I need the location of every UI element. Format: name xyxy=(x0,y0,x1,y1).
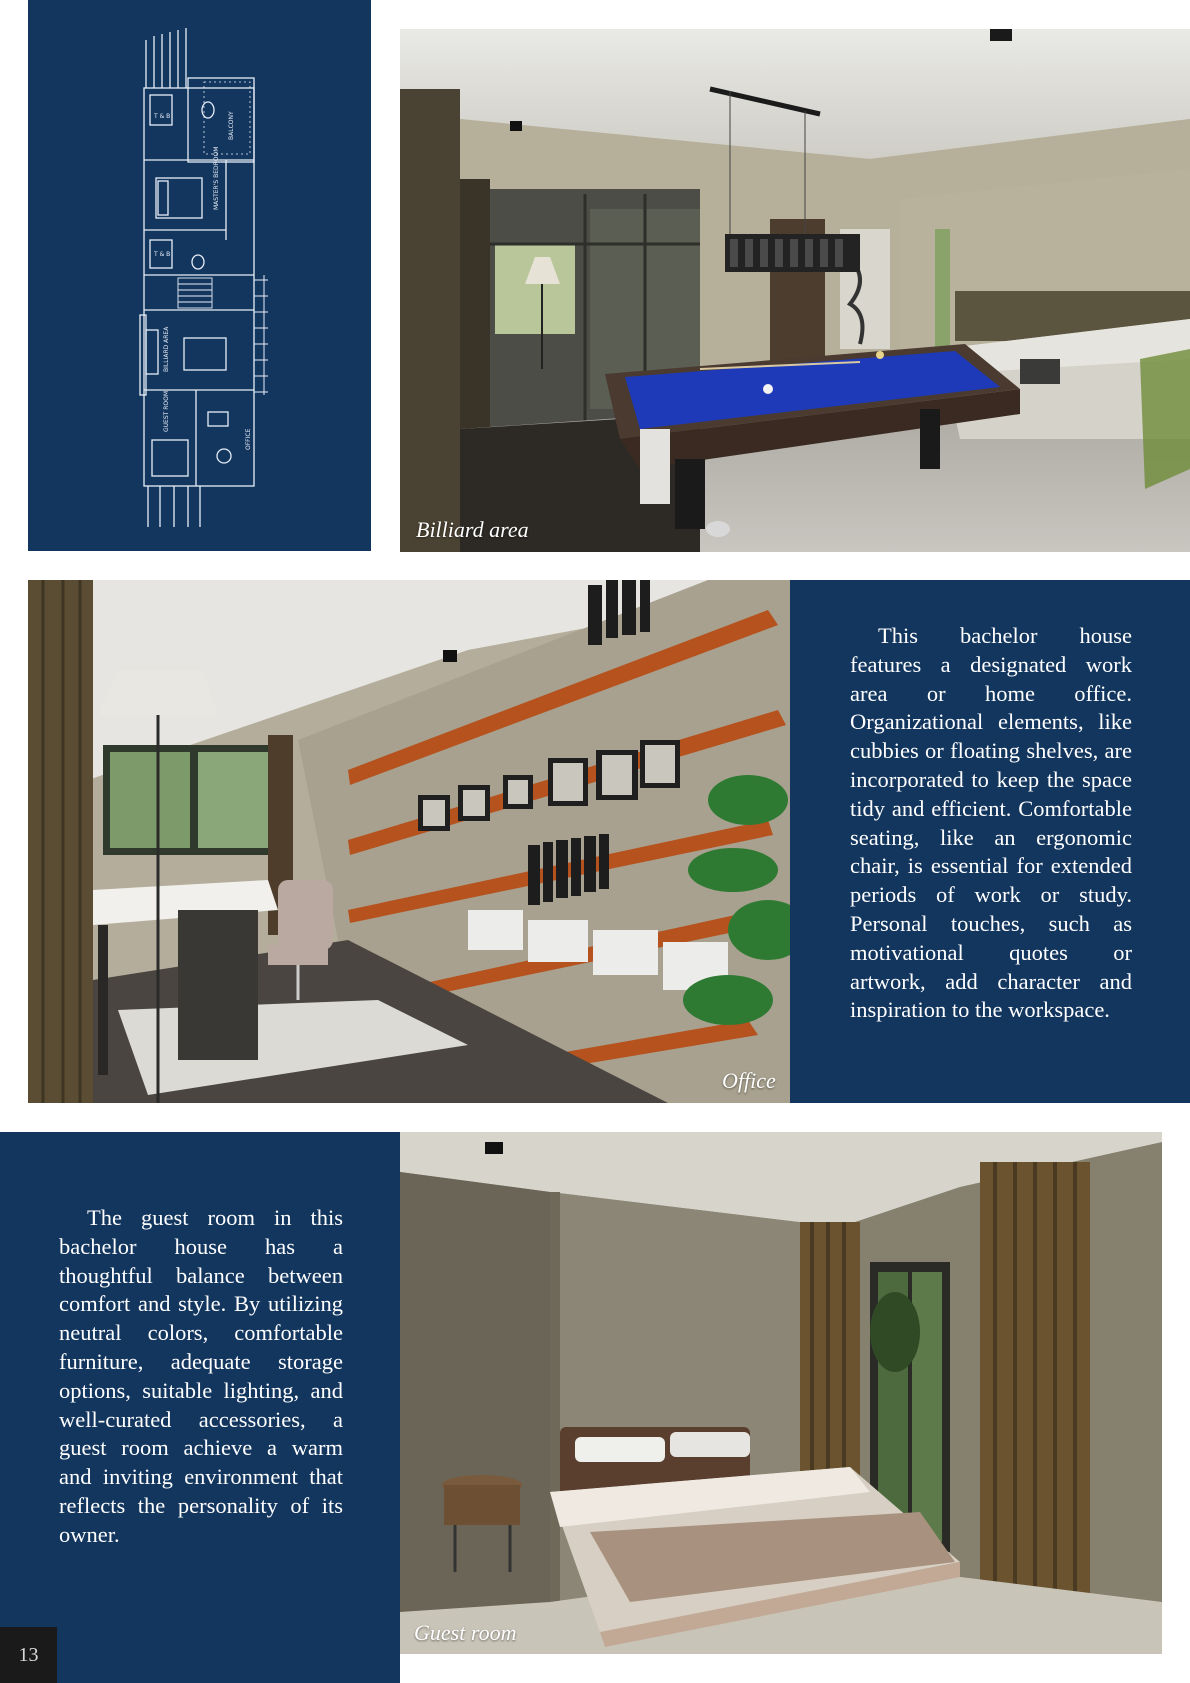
guest-room-photo xyxy=(400,1132,1162,1654)
plan-label-guest-room: GUEST ROOM xyxy=(163,390,170,432)
guest-room-caption: Guest room xyxy=(414,1620,517,1645)
plan-label-balcony: BALCONY xyxy=(228,111,235,140)
page-number: 13 xyxy=(0,1627,57,1683)
office-caption: Office xyxy=(722,1068,776,1093)
floor-plan-panel xyxy=(28,0,371,551)
guest-room-description: The guest room in this bachelor house has a thoughtful balance between comfort and style. By utilizing neutral colors, comfortable furniture, adequate storage options, suitable lighting, and well-curated accessories, a guest room achieve a warm and inviting environment that reflects the personality of its owner. xyxy=(59,1205,343,1547)
billiard-area-photo xyxy=(400,29,1190,552)
office-text-panel xyxy=(790,580,1190,1103)
plan-label-toilet-2: T & B xyxy=(154,251,171,258)
office-photo xyxy=(28,580,790,1103)
billiard-area-caption: Billiard area xyxy=(416,517,529,542)
plan-label-toilet-1: T & B xyxy=(154,113,171,120)
office-description: This bachelor house features a designated work area or home office. Organizational elements, like cubbies or floating shelves, are incorporated to keep the space tidy and efficient. Comfortable seating, like an ergonomic chair, is essential for extended periods of work or study. Personal touches, such as motivational quotes or artwork, add character and inspiration to the workspace. xyxy=(850,623,1132,1023)
floor-plan-drawing xyxy=(28,0,371,551)
plan-label-master-bedroom: MASTER'S BEDROOM xyxy=(213,146,220,210)
guest-text-panel xyxy=(0,1132,400,1683)
plan-label-office: OFFICE xyxy=(245,428,252,450)
plan-label-billiard-area: BILLIARD AREA xyxy=(163,326,170,372)
